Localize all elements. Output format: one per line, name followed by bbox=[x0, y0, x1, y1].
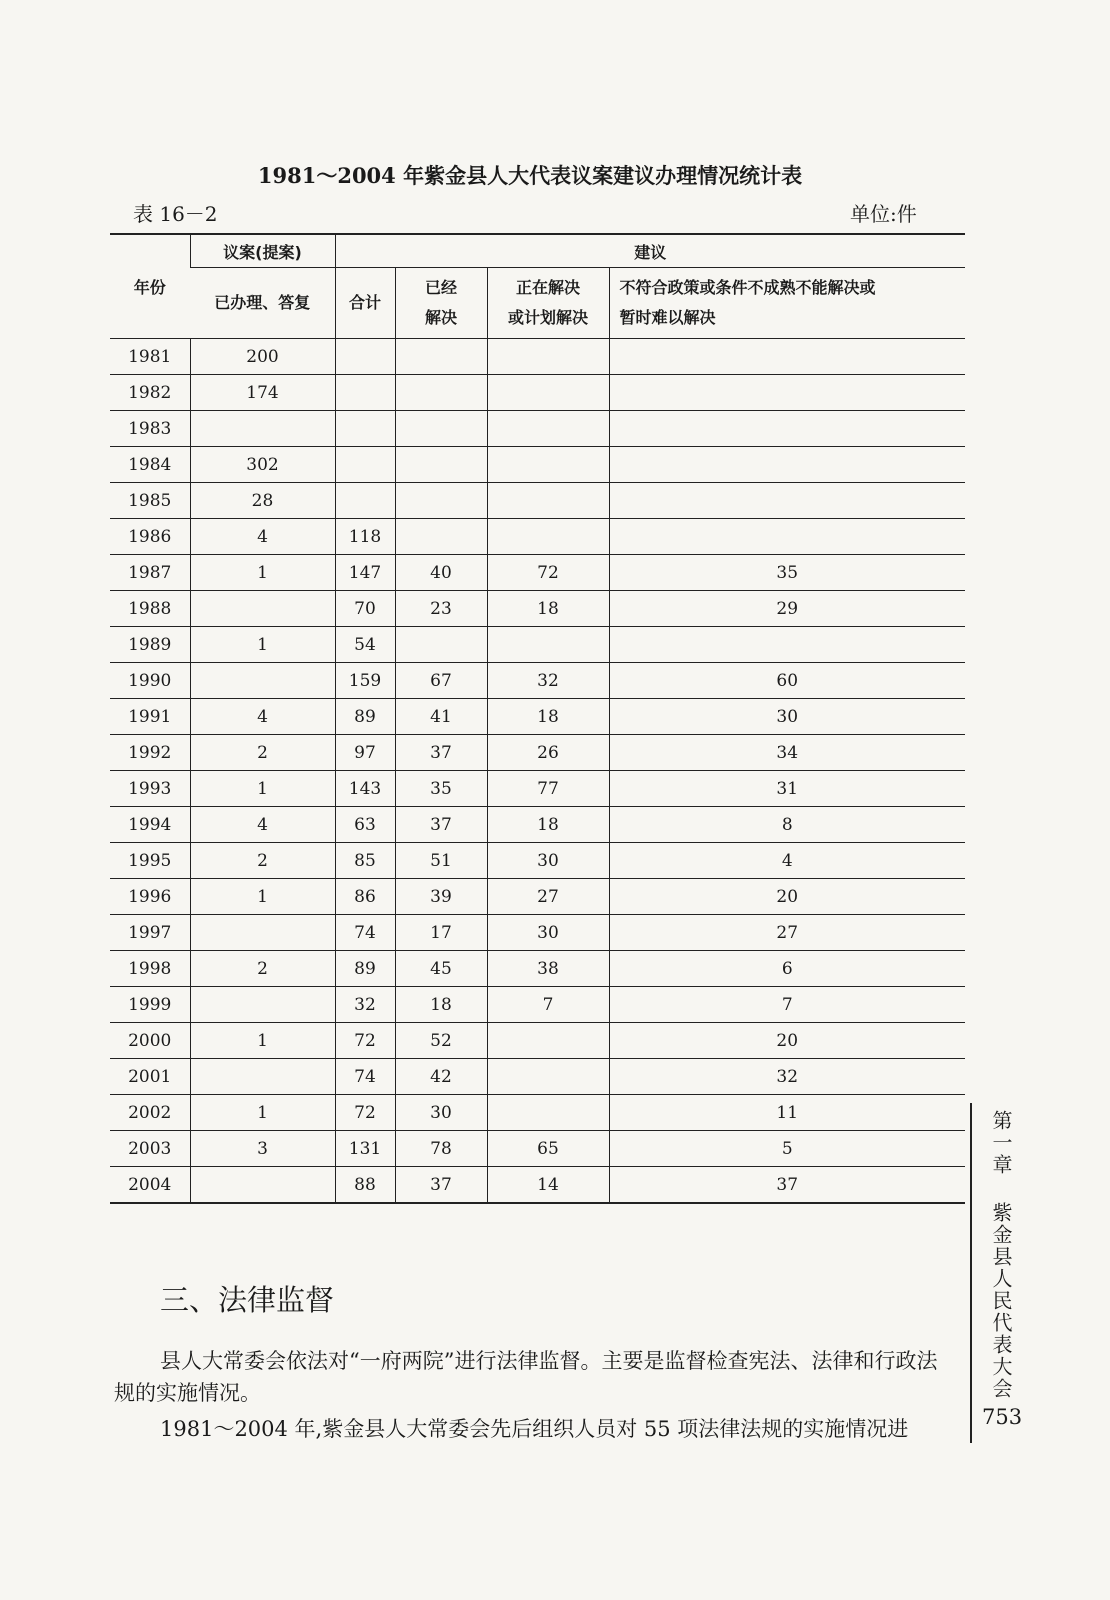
table-row bbox=[110, 591, 965, 627]
cell-unresolvable: 11 bbox=[609, 1095, 965, 1131]
cell-resolved bbox=[395, 411, 487, 447]
cell-year: 1984 bbox=[110, 447, 190, 483]
table-row bbox=[110, 555, 965, 591]
table-row bbox=[110, 339, 965, 375]
table-row bbox=[110, 843, 965, 879]
table-row bbox=[110, 627, 965, 663]
cell-year: 1982 bbox=[110, 375, 190, 411]
cell-motion bbox=[190, 411, 335, 447]
cell-year: 2001 bbox=[110, 1059, 190, 1095]
cell-unresolvable: 5 bbox=[609, 1131, 965, 1167]
cell-motion: 302 bbox=[190, 447, 335, 483]
cell-year: 1981 bbox=[110, 339, 190, 375]
margin-divider bbox=[970, 1103, 972, 1443]
header-total: 合计 bbox=[335, 268, 395, 339]
cell-year: 1990 bbox=[110, 663, 190, 699]
cell-resolved bbox=[395, 447, 487, 483]
cell-motion: 2 bbox=[190, 843, 335, 879]
body-paragraph: 县人大常委会依法对“一府两院”进行法律监督。主要是监督检查宪法、法律和行政法规的实施情况。 bbox=[114, 1349, 938, 1405]
cell-motion: 28 bbox=[190, 483, 335, 519]
cell-progress bbox=[487, 339, 609, 375]
cell-progress: 18 bbox=[487, 807, 609, 843]
table-row bbox=[110, 987, 965, 1023]
cell-motion: 2 bbox=[190, 735, 335, 771]
table-row bbox=[110, 1059, 965, 1095]
cell-total: 72 bbox=[335, 1023, 395, 1059]
cell-progress: 72 bbox=[487, 555, 609, 591]
cell-motion: 1 bbox=[190, 1095, 335, 1131]
table-row bbox=[110, 663, 965, 699]
cell-resolved: 35 bbox=[395, 771, 487, 807]
cell-motion: 3 bbox=[190, 1131, 335, 1167]
cell-resolved: 37 bbox=[395, 1167, 487, 1204]
cell-progress bbox=[487, 375, 609, 411]
cell-total bbox=[335, 483, 395, 519]
cell-motion: 1 bbox=[190, 879, 335, 915]
cell-progress bbox=[487, 1059, 609, 1095]
cell-unresolvable bbox=[609, 339, 965, 375]
cell-resolved: 30 bbox=[395, 1095, 487, 1131]
cell-year: 1995 bbox=[110, 843, 190, 879]
header-suggestion-group: 建议 bbox=[335, 234, 965, 268]
table-row bbox=[110, 951, 965, 987]
cell-unresolvable: 35 bbox=[609, 555, 965, 591]
cell-motion: 1 bbox=[190, 771, 335, 807]
table-row bbox=[110, 807, 965, 843]
cell-year: 1987 bbox=[110, 555, 190, 591]
cell-resolved: 37 bbox=[395, 735, 487, 771]
cell-resolved: 42 bbox=[395, 1059, 487, 1095]
cell-unresolvable: 8 bbox=[609, 807, 965, 843]
cell-unresolvable bbox=[609, 627, 965, 663]
cell-total: 54 bbox=[335, 627, 395, 663]
header-resolved: 已经 解决 bbox=[395, 268, 487, 339]
cell-total: 131 bbox=[335, 1131, 395, 1167]
cell-total: 85 bbox=[335, 843, 395, 879]
cell-progress bbox=[487, 1095, 609, 1131]
cell-total: 74 bbox=[335, 1059, 395, 1095]
body-paragraph: 1981～2004 年,紫金县人大常委会先后组织人员对 55 项法律法规的实施情况进 bbox=[160, 1417, 909, 1441]
cell-motion bbox=[190, 1167, 335, 1204]
table-body bbox=[110, 339, 965, 1204]
cell-unresolvable: 7 bbox=[609, 987, 965, 1023]
cell-year: 1997 bbox=[110, 915, 190, 951]
cell-resolved bbox=[395, 519, 487, 555]
table-row bbox=[110, 1095, 965, 1131]
cell-resolved: 40 bbox=[395, 555, 487, 591]
cell-total: 86 bbox=[335, 879, 395, 915]
section-heading: 三、法律监督 bbox=[160, 1283, 335, 1317]
header-motion-group: 议案(提案) bbox=[190, 234, 335, 268]
cell-total: 97 bbox=[335, 735, 395, 771]
cell-motion: 4 bbox=[190, 519, 335, 555]
cell-year: 1999 bbox=[110, 987, 190, 1023]
cell-unresolvable: 37 bbox=[609, 1167, 965, 1204]
header-motion-handled: 已办理、答复 bbox=[190, 268, 335, 339]
cell-progress: 30 bbox=[487, 915, 609, 951]
cell-total: 63 bbox=[335, 807, 395, 843]
cell-year: 2003 bbox=[110, 1131, 190, 1167]
cell-unresolvable: 6 bbox=[609, 951, 965, 987]
cell-motion bbox=[190, 1059, 335, 1095]
cell-progress: 30 bbox=[487, 843, 609, 879]
cell-resolved bbox=[395, 483, 487, 519]
cell-resolved: 41 bbox=[395, 699, 487, 735]
table-title: 1981～2004 年紫金县人大代表议案建议办理情况统计表 bbox=[257, 163, 803, 188]
cell-motion: 1 bbox=[190, 1023, 335, 1059]
statistics-table bbox=[110, 233, 965, 1204]
cell-unresolvable bbox=[609, 411, 965, 447]
table-row bbox=[110, 735, 965, 771]
cell-unresolvable bbox=[609, 447, 965, 483]
chapter-marker: 第一章 紫金县人民代表大会 bbox=[989, 1110, 1013, 1400]
cell-year: 1996 bbox=[110, 879, 190, 915]
cell-progress: 7 bbox=[487, 987, 609, 1023]
cell-progress bbox=[487, 447, 609, 483]
page-number: 753 bbox=[982, 1405, 1023, 1429]
cell-total: 70 bbox=[335, 591, 395, 627]
cell-year: 1986 bbox=[110, 519, 190, 555]
cell-total: 89 bbox=[335, 699, 395, 735]
cell-resolved: 37 bbox=[395, 807, 487, 843]
cell-year: 1985 bbox=[110, 483, 190, 519]
cell-year: 2002 bbox=[110, 1095, 190, 1131]
table-number: 表 16－2 bbox=[133, 202, 218, 226]
cell-unresolvable: 34 bbox=[609, 735, 965, 771]
table-row bbox=[110, 771, 965, 807]
cell-total: 72 bbox=[335, 1095, 395, 1131]
cell-motion bbox=[190, 987, 335, 1023]
header-in-progress: 正在解决 或计划解决 bbox=[487, 268, 609, 339]
cell-progress: 14 bbox=[487, 1167, 609, 1204]
cell-unresolvable: 32 bbox=[609, 1059, 965, 1095]
table-row bbox=[110, 699, 965, 735]
cell-unresolvable: 30 bbox=[609, 699, 965, 735]
cell-total bbox=[335, 375, 395, 411]
cell-progress: 38 bbox=[487, 951, 609, 987]
cell-year: 2004 bbox=[110, 1167, 190, 1204]
cell-unresolvable: 31 bbox=[609, 771, 965, 807]
cell-unresolvable: 27 bbox=[609, 915, 965, 951]
cell-total: 32 bbox=[335, 987, 395, 1023]
cell-total: 74 bbox=[335, 915, 395, 951]
cell-unresolvable bbox=[609, 375, 965, 411]
cell-year: 1989 bbox=[110, 627, 190, 663]
cell-motion: 174 bbox=[190, 375, 335, 411]
cell-motion: 4 bbox=[190, 699, 335, 735]
cell-unresolvable: 20 bbox=[609, 879, 965, 915]
cell-resolved: 67 bbox=[395, 663, 487, 699]
cell-progress: 27 bbox=[487, 879, 609, 915]
cell-unresolvable: 29 bbox=[609, 591, 965, 627]
cell-motion: 4 bbox=[190, 807, 335, 843]
cell-resolved: 39 bbox=[395, 879, 487, 915]
cell-year: 2000 bbox=[110, 1023, 190, 1059]
cell-progress bbox=[487, 483, 609, 519]
cell-year: 1993 bbox=[110, 771, 190, 807]
table-row bbox=[110, 879, 965, 915]
cell-resolved bbox=[395, 375, 487, 411]
table-row bbox=[110, 1023, 965, 1059]
table-row bbox=[110, 1167, 965, 1204]
cell-resolved: 51 bbox=[395, 843, 487, 879]
cell-resolved: 18 bbox=[395, 987, 487, 1023]
cell-total: 89 bbox=[335, 951, 395, 987]
cell-total bbox=[335, 447, 395, 483]
cell-unresolvable: 20 bbox=[609, 1023, 965, 1059]
header-unresolvable: 不符合政策或条件不成熟不能解决或 暂时难以解决 bbox=[609, 268, 965, 339]
cell-resolved: 17 bbox=[395, 915, 487, 951]
cell-progress: 18 bbox=[487, 699, 609, 735]
cell-motion bbox=[190, 591, 335, 627]
cell-resolved: 23 bbox=[395, 591, 487, 627]
cell-resolved: 45 bbox=[395, 951, 487, 987]
cell-total: 118 bbox=[335, 519, 395, 555]
cell-year: 1998 bbox=[110, 951, 190, 987]
cell-progress bbox=[487, 1023, 609, 1059]
cell-total bbox=[335, 339, 395, 375]
cell-motion: 1 bbox=[190, 555, 335, 591]
header-year: 年份 bbox=[110, 234, 190, 339]
cell-unresolvable: 60 bbox=[609, 663, 965, 699]
cell-resolved: 52 bbox=[395, 1023, 487, 1059]
cell-motion: 2 bbox=[190, 951, 335, 987]
cell-progress bbox=[487, 411, 609, 447]
table-row bbox=[110, 1131, 965, 1167]
cell-year: 1983 bbox=[110, 411, 190, 447]
cell-resolved bbox=[395, 339, 487, 375]
table-row bbox=[110, 915, 965, 951]
cell-year: 1988 bbox=[110, 591, 190, 627]
cell-progress: 18 bbox=[487, 591, 609, 627]
table-row bbox=[110, 447, 965, 483]
cell-total: 143 bbox=[335, 771, 395, 807]
cell-progress: 32 bbox=[487, 663, 609, 699]
cell-year: 1991 bbox=[110, 699, 190, 735]
cell-motion bbox=[190, 663, 335, 699]
table-row bbox=[110, 519, 965, 555]
cell-total: 159 bbox=[335, 663, 395, 699]
cell-resolved: 78 bbox=[395, 1131, 487, 1167]
cell-unresolvable bbox=[609, 519, 965, 555]
cell-progress bbox=[487, 627, 609, 663]
cell-total: 88 bbox=[335, 1167, 395, 1204]
table-row bbox=[110, 375, 965, 411]
cell-progress: 26 bbox=[487, 735, 609, 771]
cell-progress: 77 bbox=[487, 771, 609, 807]
table-row bbox=[110, 411, 965, 447]
cell-motion: 200 bbox=[190, 339, 335, 375]
cell-resolved bbox=[395, 627, 487, 663]
cell-motion: 1 bbox=[190, 627, 335, 663]
table-unit: 单位:件 bbox=[850, 202, 917, 226]
cell-year: 1994 bbox=[110, 807, 190, 843]
table-row bbox=[110, 483, 965, 519]
cell-progress: 65 bbox=[487, 1131, 609, 1167]
cell-progress bbox=[487, 519, 609, 555]
cell-motion bbox=[190, 915, 335, 951]
cell-total bbox=[335, 411, 395, 447]
cell-unresolvable: 4 bbox=[609, 843, 965, 879]
cell-total: 147 bbox=[335, 555, 395, 591]
cell-year: 1992 bbox=[110, 735, 190, 771]
cell-unresolvable bbox=[609, 483, 965, 519]
